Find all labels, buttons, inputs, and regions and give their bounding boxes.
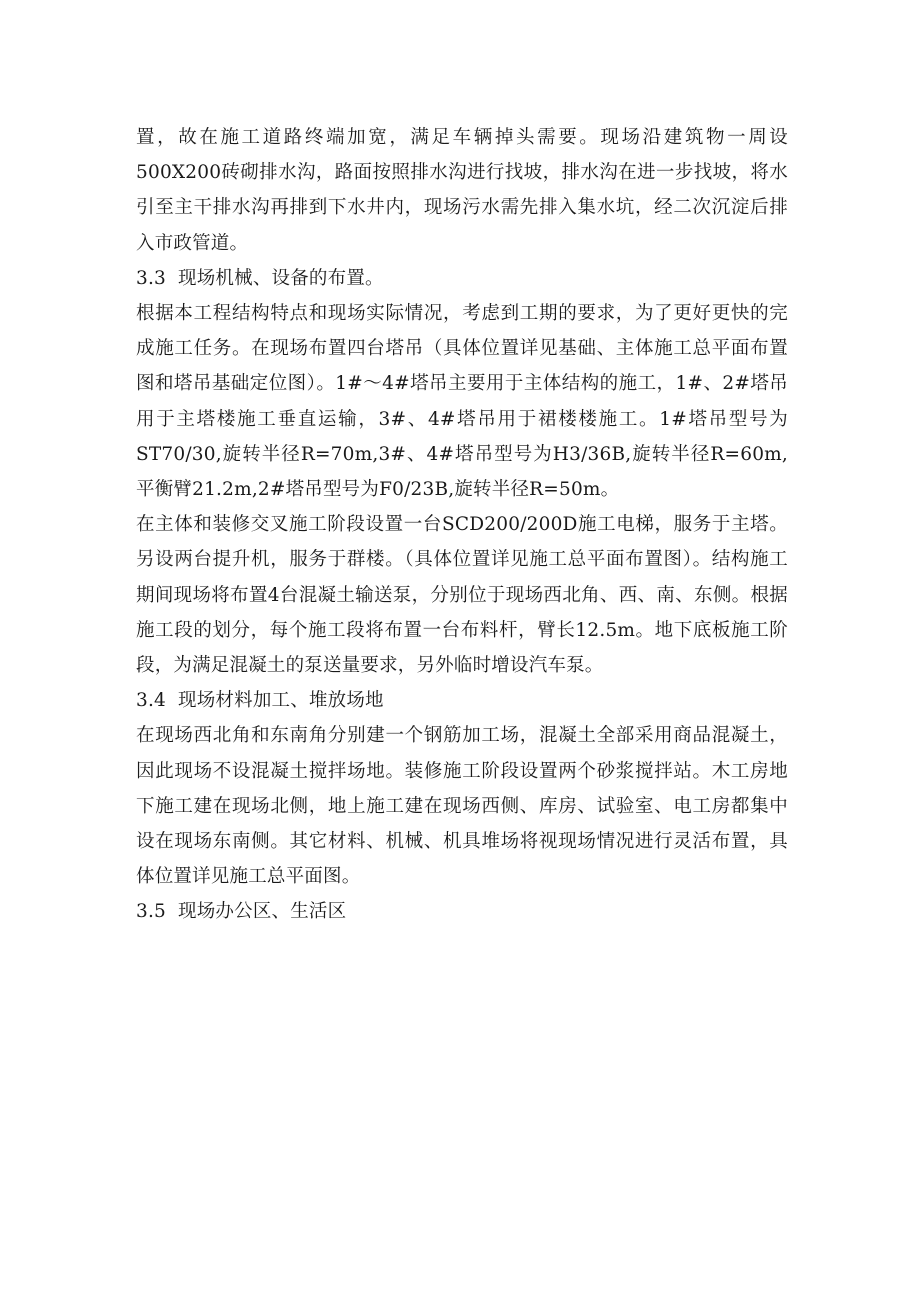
section-number: 3.4 [136,690,167,712]
section-title: 现场机械、设备的布置。 [178,267,384,289]
section-heading-3-3 [136,261,788,296]
section-title: 现场办公区、生活区 [178,901,347,923]
section-number: 3.3 [136,267,167,289]
section-heading-3-4 [136,683,788,718]
section-title: 现场材料加工、堆放场地 [178,690,384,712]
document-page [136,120,788,930]
paragraph-material-yards: 在现场西北角和东南角分别建一个钢筋加工场，混凝土全部采用商品混凝土，因此现场不设混凝土搅拌场地。装修施工阶段设置两个砂浆搅拌站。木工房地下施工建在现场北侧，地上施工建在现场西侧、库房、试验室、电工房都集中设在现场东南侧。其它材料、机械、机具堆场将视现场情况进行灵活布置，具体位置详见施工总平面图。 [136,725,788,888]
paragraph-drainage: 置，故在施工道路终端加宽，满足车辆掉头需要。现场沿建筑物一周设500X200砖砌排水沟，路面按照排水沟进行找坡，排水沟在进一步找坡，将水引至主干排水沟再排到下水井内，现场污水需先排入集水坑，经二次沉淀后排入市政管道。 [136,127,788,254]
paragraph-tower-cranes: 根据本工程结构特点和现场实际情况，考虑到工期的要求，为了更好更快的完成施工任务。在现场布置四台塔吊（具体位置详见基础、主体施工总平面布置图和塔吊基础定位图）。1#～4#塔吊主要用于主体结构的施工，1#、2#塔吊用于主塔楼施工垂直运输，3#、4#塔吊用于裙楼楼施工。1#塔吊型号为ST70/30,旋转半径R=70m,3#、4#塔吊型号为H3/36B,旋转半径R=60m,平衡臂21.2m,2#塔吊型号为F0/23B,旋转半径R=50m。 [136,303,788,501]
section-number: 3.5 [136,901,167,923]
section-heading-3-5 [136,894,788,929]
paragraph-elevators-pumps: 在主体和装修交叉施工阶段设置一台SCD200/200D施工电梯，服务于主塔。另设两台提升机，服务于群楼。（具体位置详见施工总平面布置图）。结构施工期间现场将布置4台混凝土输送泵，分别位于现场西北角、西、南、东侧。根据施工段的划分，每个施工段将布置一台布料杆，臂长12.5m。地下底板施工阶段，为满足混凝土的泵送量要求，另外临时增设汽车泵。 [136,514,788,677]
